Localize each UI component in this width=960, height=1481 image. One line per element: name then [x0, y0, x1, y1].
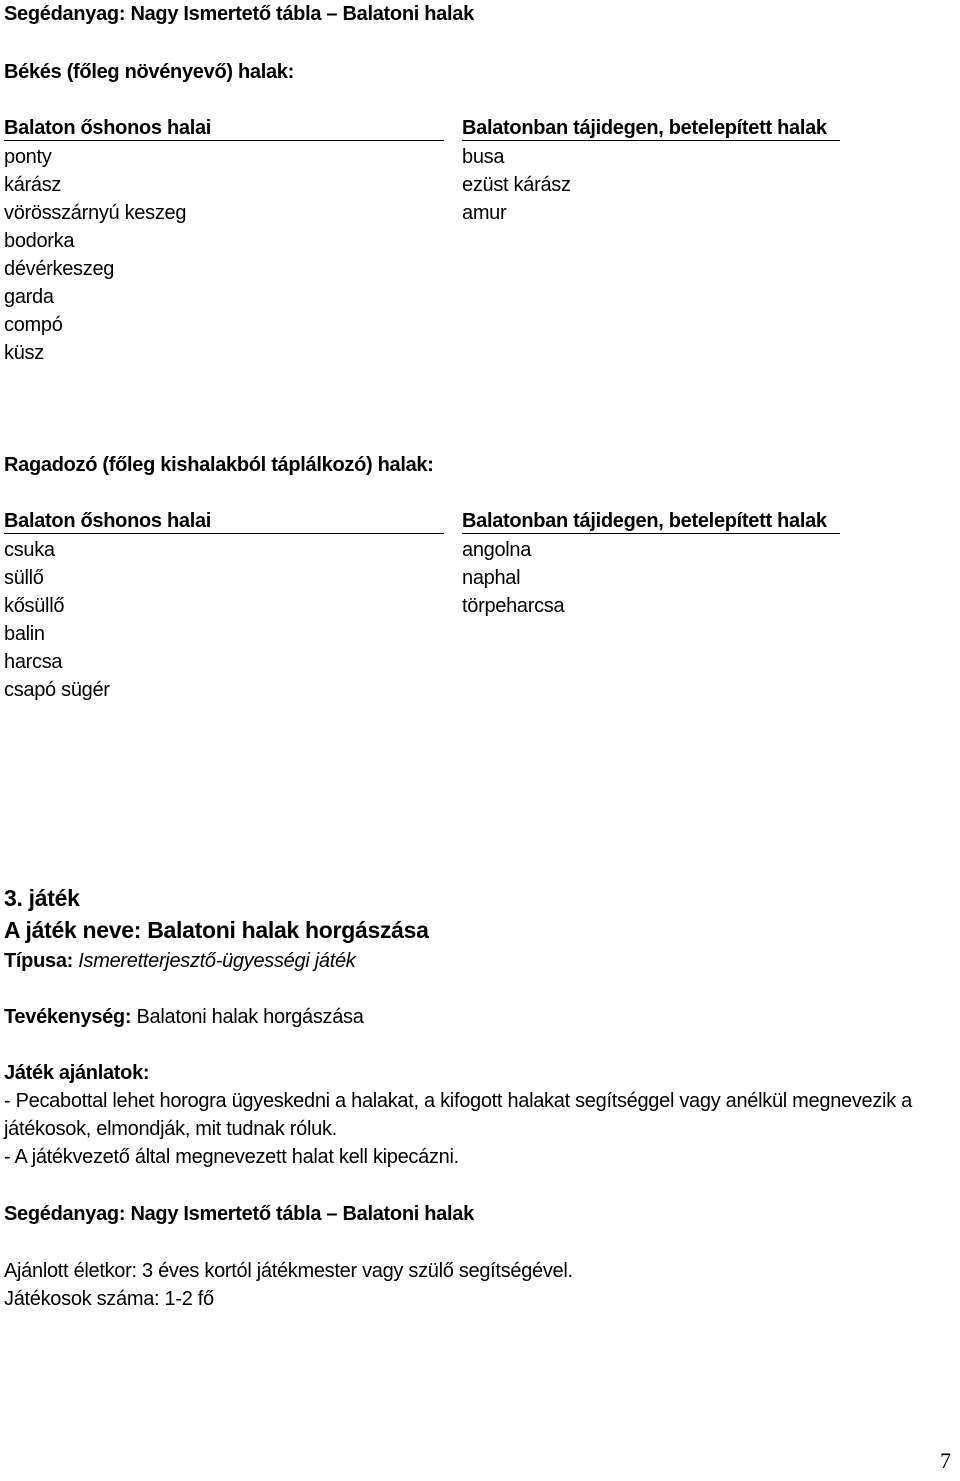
list-item: csapó sügér	[4, 679, 110, 701]
list-item: angolna	[462, 539, 532, 561]
predatory-native-column	[4, 507, 444, 704]
list-item: amur	[462, 202, 507, 224]
list-item: compó	[4, 314, 63, 336]
list-item: kősüllő	[4, 595, 65, 617]
list-item: ezüst kárász	[462, 174, 571, 196]
game-offer-1-line-2: játékosok, elmondják, mit tudnak róluk.	[4, 1118, 337, 1140]
game-offer-1-line-1: - Pecabottal lehet horogra ügyeskedni a halakat, a kifogott halakat segítséggel vagy anélkül megnevezik a	[4, 1090, 912, 1112]
list-item: garda	[4, 286, 54, 308]
game-name: A játék neve: Balatoni halak horgászása	[4, 917, 429, 943]
predatory-native-header: Balaton őshonos halai	[4, 507, 444, 534]
list-item: csuka	[4, 539, 55, 561]
peaceful-section-title: Békés (főleg növényevő) halak:	[4, 61, 294, 83]
game-type-value: Ismeretterjesztő-ügyességi játék	[78, 950, 356, 972]
game-number: 3. játék	[4, 885, 80, 911]
peaceful-native-column	[4, 114, 444, 367]
game-players: Játékosok száma: 1-2 fő	[4, 1288, 214, 1310]
peaceful-introduced-header: Balatonban tájidegen, betelepített halak	[462, 114, 840, 141]
list-item: balin	[4, 623, 45, 645]
page-heading: Segédanyag: Nagy Ismertető tábla – Balatoni halak	[4, 3, 474, 25]
list-item: süllő	[4, 567, 44, 589]
peaceful-native-header: Balaton őshonos halai	[4, 114, 444, 141]
list-item: dévérkeszeg	[4, 258, 115, 280]
list-item: naphal	[462, 567, 521, 589]
predatory-section-title: Ragadozó (főleg kishalakból táplálkozó) halak:	[4, 454, 434, 476]
list-item: busa	[462, 146, 505, 168]
list-item: kárász	[4, 174, 62, 196]
predatory-introduced-column	[462, 507, 842, 620]
list-item: vörösszárnyú keszeg	[4, 202, 187, 224]
game-material: Segédanyag: Nagy Ismertető tábla – Balatoni halak	[4, 1203, 474, 1225]
game-activity-label: Tevékenység:	[4, 1006, 132, 1028]
game-type	[4, 947, 355, 975]
game-activity-value: Balatoni halak horgászása	[136, 1006, 364, 1028]
game-offer-2: - A játékvezető által megnevezett halat kell kipecázni.	[4, 1146, 459, 1168]
list-item: küsz	[4, 342, 44, 364]
list-item: bodorka	[4, 230, 75, 252]
list-item: ponty	[4, 146, 52, 168]
game-age: Ajánlott életkor: 3 éves kortól játékmester vagy szülő segítségével.	[4, 1260, 573, 1282]
game-offers-label: Játék ajánlatok:	[4, 1062, 150, 1084]
game-activity	[4, 1003, 364, 1031]
predatory-introduced-header: Balatonban tájidegen, betelepített halak	[462, 507, 840, 534]
list-item: harcsa	[4, 651, 63, 673]
list-item: törpeharcsa	[462, 595, 565, 617]
game-type-label: Típusa:	[4, 950, 74, 972]
page-number: 7	[940, 1448, 951, 1473]
peaceful-introduced-column	[462, 114, 842, 227]
